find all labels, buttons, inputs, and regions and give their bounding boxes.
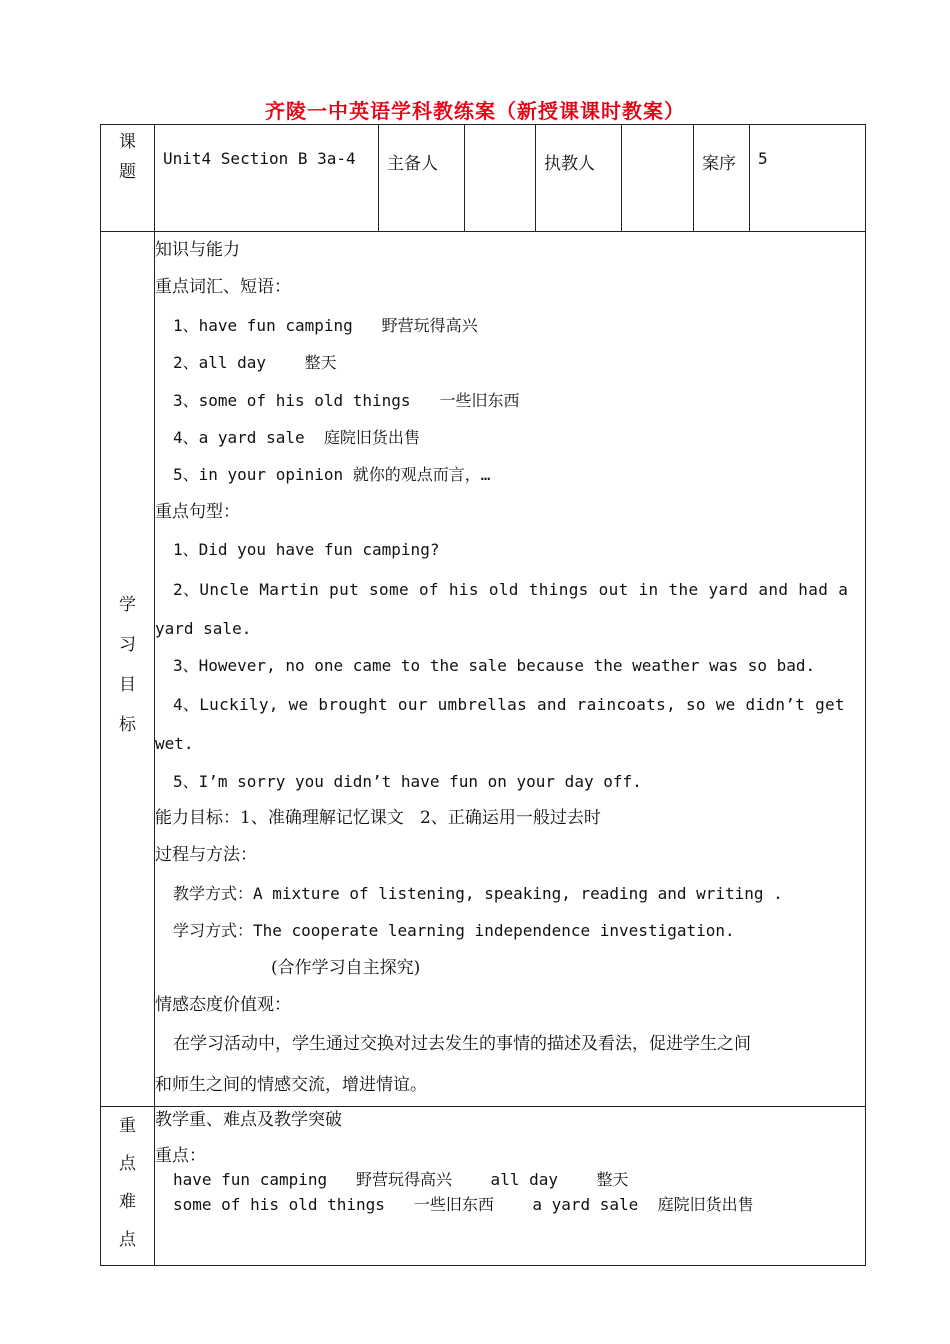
topic-value: Unit4 Section B 3a-4 [155,125,379,232]
case-number-value: 5 [750,125,866,232]
objectives-row [101,232,866,1107]
vocab-item: 5、in your opinion 就你的观点而言，… [173,465,491,485]
key-points-row [101,1107,866,1266]
key-points-side-char: 点 [119,1230,136,1251]
sentence-item: 2、Uncle Martin put some of his old things out in the yard and had a [173,579,849,599]
vocab-item: 4、a yard sale 庭院旧货出售 [173,427,420,447]
key-points-side-char: 点 [119,1154,136,1175]
key-points-side-label [101,1107,155,1266]
header-row [101,125,866,232]
objectives-side-label [101,232,155,1107]
vocab-heading: 重点词汇、短语： [155,277,291,298]
vocab-item: 2、all day 整天 [173,353,337,373]
topic-label: 课题 [119,132,136,182]
lesson-plan-table [100,124,866,1266]
sentence-heading: 重点句型： [155,501,240,522]
topic-label-cell [101,125,155,232]
objectives-side-char: 标 [119,715,136,736]
preparer-label: 主备人 [379,125,465,232]
sentence-item: 4、Luckily, we brought our umbrellas and raincoats, so we didn’t get [173,695,845,715]
sentence-item: 3、However, no one came to the sale because the weather was so bad. [173,655,816,675]
teaching-method: 教学方式：A mixture of listening, speaking, reading and writing . [173,883,783,903]
objectives-side-char: 学 [119,595,136,616]
key-points-side-char: 难 [119,1192,136,1213]
knowledge-heading: 知识与能力 [155,240,240,260]
emotion-text: 在学习活动中，学生通过交换对过去发生的事情的描述及看法，促进学生之间 [173,1034,751,1055]
objectives-side-char: 目 [119,675,136,696]
key-point-line: have fun camping 野营玩得高兴 all day 整天 [173,1170,629,1190]
emotion-text-continued: 和师生之间的情感交流，增进情谊。 [155,1075,427,1096]
learning-method: 学习方式：The cooperate learning independence investigation. [173,921,735,941]
page-title: 齐陵一中英语学科教练案（新授课课时教案） [265,99,685,123]
teacher-label: 执教人 [536,125,622,232]
objectives-side-char: 习 [119,635,136,656]
case-number-label: 案序 [694,125,750,232]
vocab-item: 1、have fun camping 野营玩得高兴 [173,315,478,335]
sentence-item-continued: yard sale. [155,618,252,638]
key-points-heading: 教学重、难点及教学突破 [155,1110,342,1131]
process-heading: 过程与方法： [155,845,257,866]
key-point-line: some of his old things 一些旧东西 a yard sale 庭院旧货出售 [173,1195,754,1215]
key-points-subheading: 重点： [155,1146,206,1167]
preparer-value [465,125,536,232]
ability-goal: 能力目标：1、准确理解记忆课文 2、正确运用一般过去时 [155,808,601,829]
vocab-item: 3、some of his old things 一些旧东西 [173,390,520,410]
teacher-value [622,125,694,232]
sentence-item-continued: wet. [155,734,194,754]
sentence-item: 1、Did you have fun camping? [173,540,440,560]
emotion-heading: 情感态度价值观： [155,995,291,1016]
objectives-content [155,232,866,1107]
sentence-item: 5、I’m sorry you didn’t have fun on your day off. [173,771,642,791]
key-points-content [155,1107,866,1266]
key-points-side-char: 重 [119,1116,136,1137]
learning-method-chinese: (合作学习自主探究) [271,957,421,978]
